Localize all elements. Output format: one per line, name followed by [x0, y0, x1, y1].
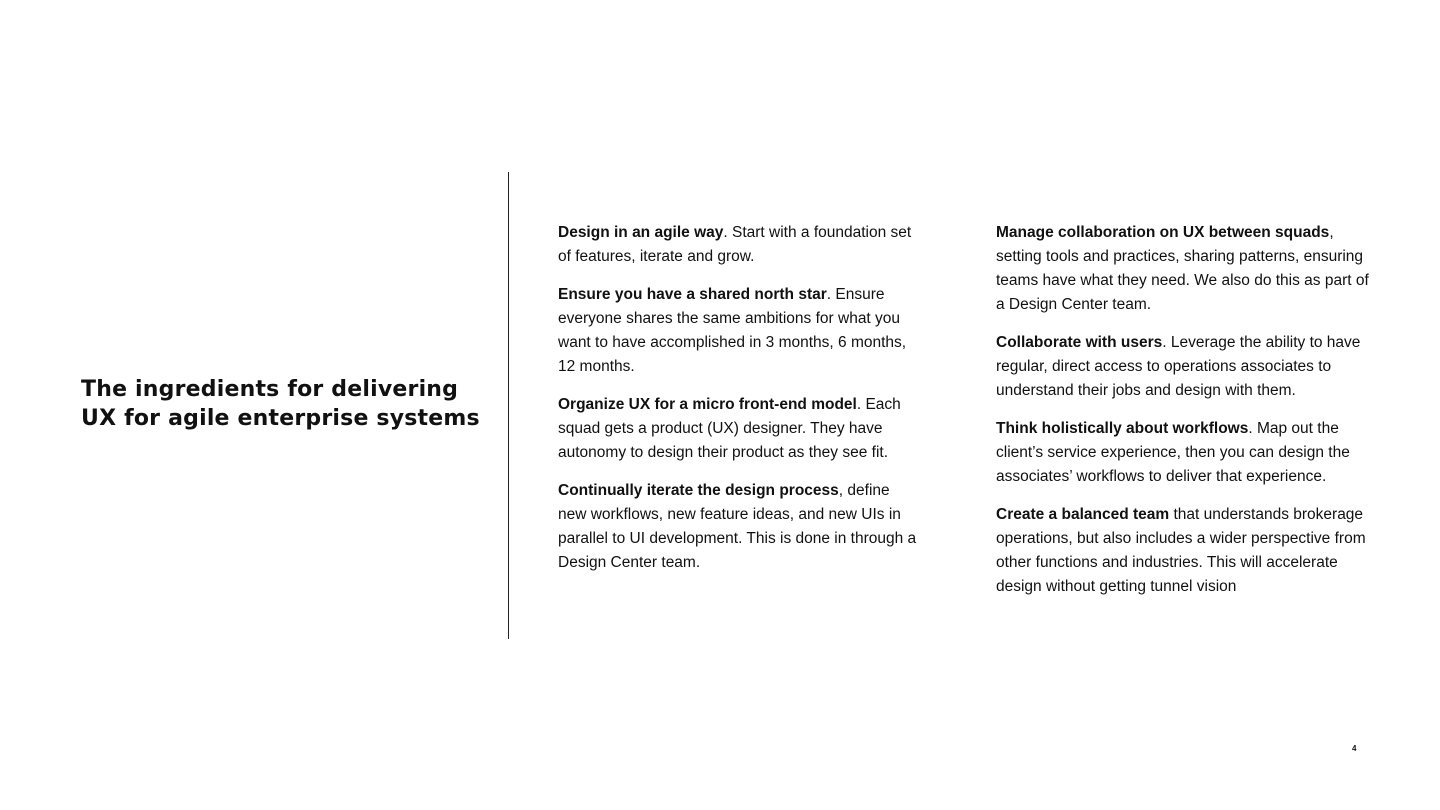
ingredient-item	[558, 393, 920, 465]
ingredient-heading: Ensure you have a shared north star	[558, 286, 827, 303]
ingredient-text: . Map out the client’s service experience, then you can design the associates’ workflows to deliver that experience.	[996, 420, 1350, 485]
ingredient-item	[558, 221, 920, 269]
ingredient-item	[996, 503, 1370, 599]
ingredient-heading: Create a balanced team	[996, 506, 1170, 523]
ingredient-text: . Start with a foundation set of features, iterate and grow.	[558, 224, 912, 265]
ingredient-text: that understands brokerage operations, but also includes a wider perspective from other functions and industries. This will accelerate design without getting tunnel vision	[996, 506, 1366, 595]
ingredient-heading: Collaborate with users	[996, 334, 1163, 351]
ingredient-heading: Manage collaboration on UX between squads	[996, 224, 1330, 241]
ingredient-heading: Design in an agile way	[558, 224, 724, 241]
ingredient-heading: Think holistically about workflows	[996, 420, 1249, 437]
ingredient-text: , define new workflows, new feature ideas, and new UIs in parallel to UI development. This is done in through a Design Center team.	[558, 482, 917, 571]
slide-title: The ingredients for delivering UX for agile enterprise systems	[81, 377, 480, 431]
ingredient-text: . Ensure everyone shares the same ambitions for what you want to have accomplished in 3 months, 6 months, 12 months.	[558, 286, 907, 375]
left-column	[558, 221, 920, 589]
ingredient-heading: Continually iterate the design process	[558, 482, 839, 499]
ingredient-item	[996, 417, 1370, 489]
ingredient-item	[558, 479, 920, 575]
ingredient-text: , setting tools and practices, sharing patterns, ensuring teams have what they need. We also do this as part of a Design Center team.	[996, 224, 1369, 313]
ingredient-text: . Each squad gets a product (UX) designer. They have autonomy to design their product as they see fit.	[558, 396, 901, 461]
page-number: 4	[1352, 744, 1357, 753]
ingredient-item	[558, 283, 920, 379]
ingredient-item	[996, 331, 1370, 403]
vertical-divider	[508, 172, 509, 639]
ingredient-item	[996, 221, 1370, 317]
ingredient-text: . Leverage the ability to have regular, direct access to operations associates to understand their jobs and design with them.	[996, 334, 1361, 399]
ingredient-heading: Organize UX for a micro front-end model	[558, 396, 857, 413]
right-column	[996, 221, 1370, 613]
